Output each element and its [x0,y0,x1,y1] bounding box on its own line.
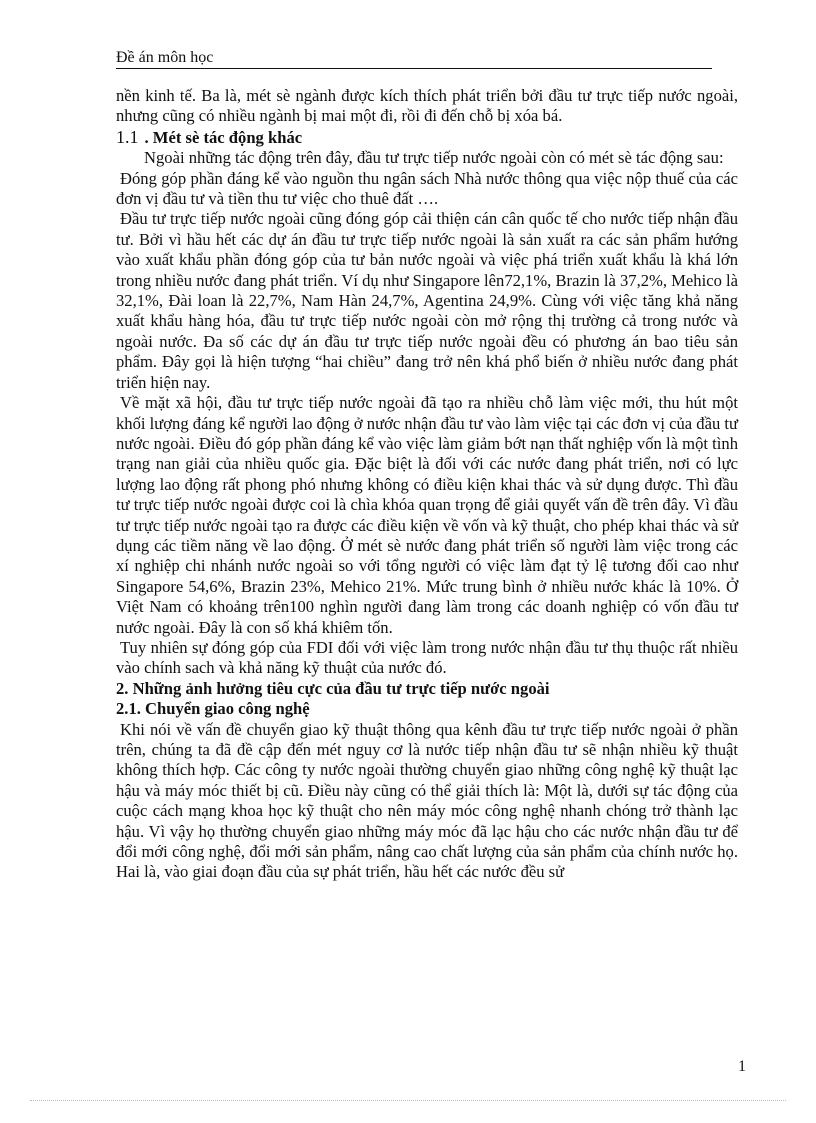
section-heading-2-1: 2.1. Chuyển giao công nghệ [116,699,310,719]
paragraph-budget-contribution: Đóng góp phần đáng kể vào nguồn thu ngân sách Nhà nước thông qua việc nộp thuế của các đơn vị đầu tư và tiền thu tư việc cho thuê đất …. [116,168,738,209]
page-number: 1 [738,1058,746,1075]
document-body [116,86,738,883]
page-header [116,48,712,69]
section-number: 1.1 [116,126,139,147]
page-bottom-divider [30,1100,786,1101]
paragraph-intro-other-effects: Ngoài những tác động trên đây, đầu tư trực tiếp nước ngoài còn có mét sè tác động sau: [144,148,724,168]
section-heading-2: 2. Những ảnh hưởng tiêu cực của đầu tư trực tiếp nước ngoài [116,678,550,698]
paragraph-continuation: nền kinh tế. Ba là, mét sè ngành được kích thích phát triển bởi đầu tư trực tiếp nước ngoài, nhưng cũng có nhiều ngành bị mai một đi, rồi đi đến chỗ bị xóa bá. [116,86,738,126]
paragraph-technology-transfer: Khi nói về vấn đề chuyển giao kỹ thuật thông qua kênh đầu tư trực tiếp nước ngoài ở phần trên, chúng ta đã đề cập đến mét nguy cơ là nước tiếp nhận đầu tư sẽ nhận nhiều kỹ thuật không thích hợp. Các công ty nước ngoài thường chuyển giao những công nghệ kỹ thuật lạc hậu và máy móc thiết bị cũ. Điều này cũng có thể giải thích là: Một là, dưới sự tác động của cuộc cách mạng khoa học kỹ thuật cho nên máy móc công nghệ nhanh chóng trở thành lạc hậu. Vì vậy họ thường chuyển giao những máy móc đã lạc hậu cho các nước nhận đầu tư để đổi mới công nghệ, đổi mới sản phẩm, nâng cao chất lượng của sản phẩm của chính nước họ. Hai là, vào giai đoạn đầu của sự phát triển, hầu hết các nước đều sử [116,719,738,882]
paragraph-fdi-dependence: Tuy nhiên sự đóng góp của FDI đối với việc làm trong nước nhận đầu tư thụ thuộc rất nhiều vào chính sach và khả năng kỹ thuật của nước đó. [116,637,738,678]
paragraph-trade-balance: Đầu tư trực tiếp nước ngoài cũng đóng góp cải thiện cán cân quốc tế cho nước tiếp nhận đầu tư. Bởi vì hầu hết các dự án đầu tư trực tiếp nước ngoài là sản xuất ra các sản phẩm hướng vào xuất khẩu phần đóng góp của tư bản nước ngoài và việc phá triển xuất khẩu là khá lớn trong nhiều nước đang phát triển. Ví dụ như Singapore lên72,1%, Brazin là 37,2%, Mehico là 32,1%, Đài loan là 22,7%, Nam Hàn 24,7%, Agentina 24,9%. Cùng với việc tăng khả năng xuất khẩu hàng hóa, đầu tư trực tiếp nước ngoài còn mở rộng thị trường cả trong nước và ngoài nước. Đa số các dự án đầu tư trực tiếp nước ngoài đều có phương án bao tiêu sản phẩm. Đây gọi là hiện tượng “hai chiều” đang trở nên khá phổ biến ở nhiều nước đang phát triển hiện nay. [116,209,738,392]
section-title: . Mét sè tác động khác [144,127,303,147]
header-title: Đề án môn học [116,49,214,66]
paragraph-employment: Về mặt xã hội, đầu tư trực tiếp nước ngoài đã tạo ra nhiều chỗ làm việc mới, thu hút một khối lượng đáng kể người lao động ở nước nhận đầu tư vào làm việc tại các đơn vị của đầu tư nước ngoài. Điều đó góp phần đáng kể vào việc làm giảm bớt nạn thất nghiệp vốn là một tình trạng nan giải của nhiều quốc gia. Đặc biệt là đối với các nước đang phát triển, nơi có lực lượng lao động rất phong phó nhưng không có điều kiện khai thác và sử dụng được. Thì đầu tư trực tiếp nước ngoài được coi là chìa khóa quan trọng để giải quyết vấn đề trên đây. Vì đầu tư trực tiếp nước ngoài tạo ra được các điều kiện về vốn và kỹ thuật, cho phép khai thác và sử dụng các tiềm năng về lao động. Ở mét sè nước đang phát triển số người làm việc trong các xí nghiệp chi nhánh nước ngoài so với tổng người có việc làm đạt tỷ lệ tương đối cao như Singapore 54,6%, Brazin 23%, Mehico 21%. Mức trung bình ở nhiều nước khác là 10%. Ở Việt Nam có khoảng trên100 nghìn người đang làm trong các doanh nghiệp có vốn đầu tư nước ngoài. Đây là con số khá khiêm tốn. [116,393,738,637]
section-heading-1-1 [116,127,738,148]
